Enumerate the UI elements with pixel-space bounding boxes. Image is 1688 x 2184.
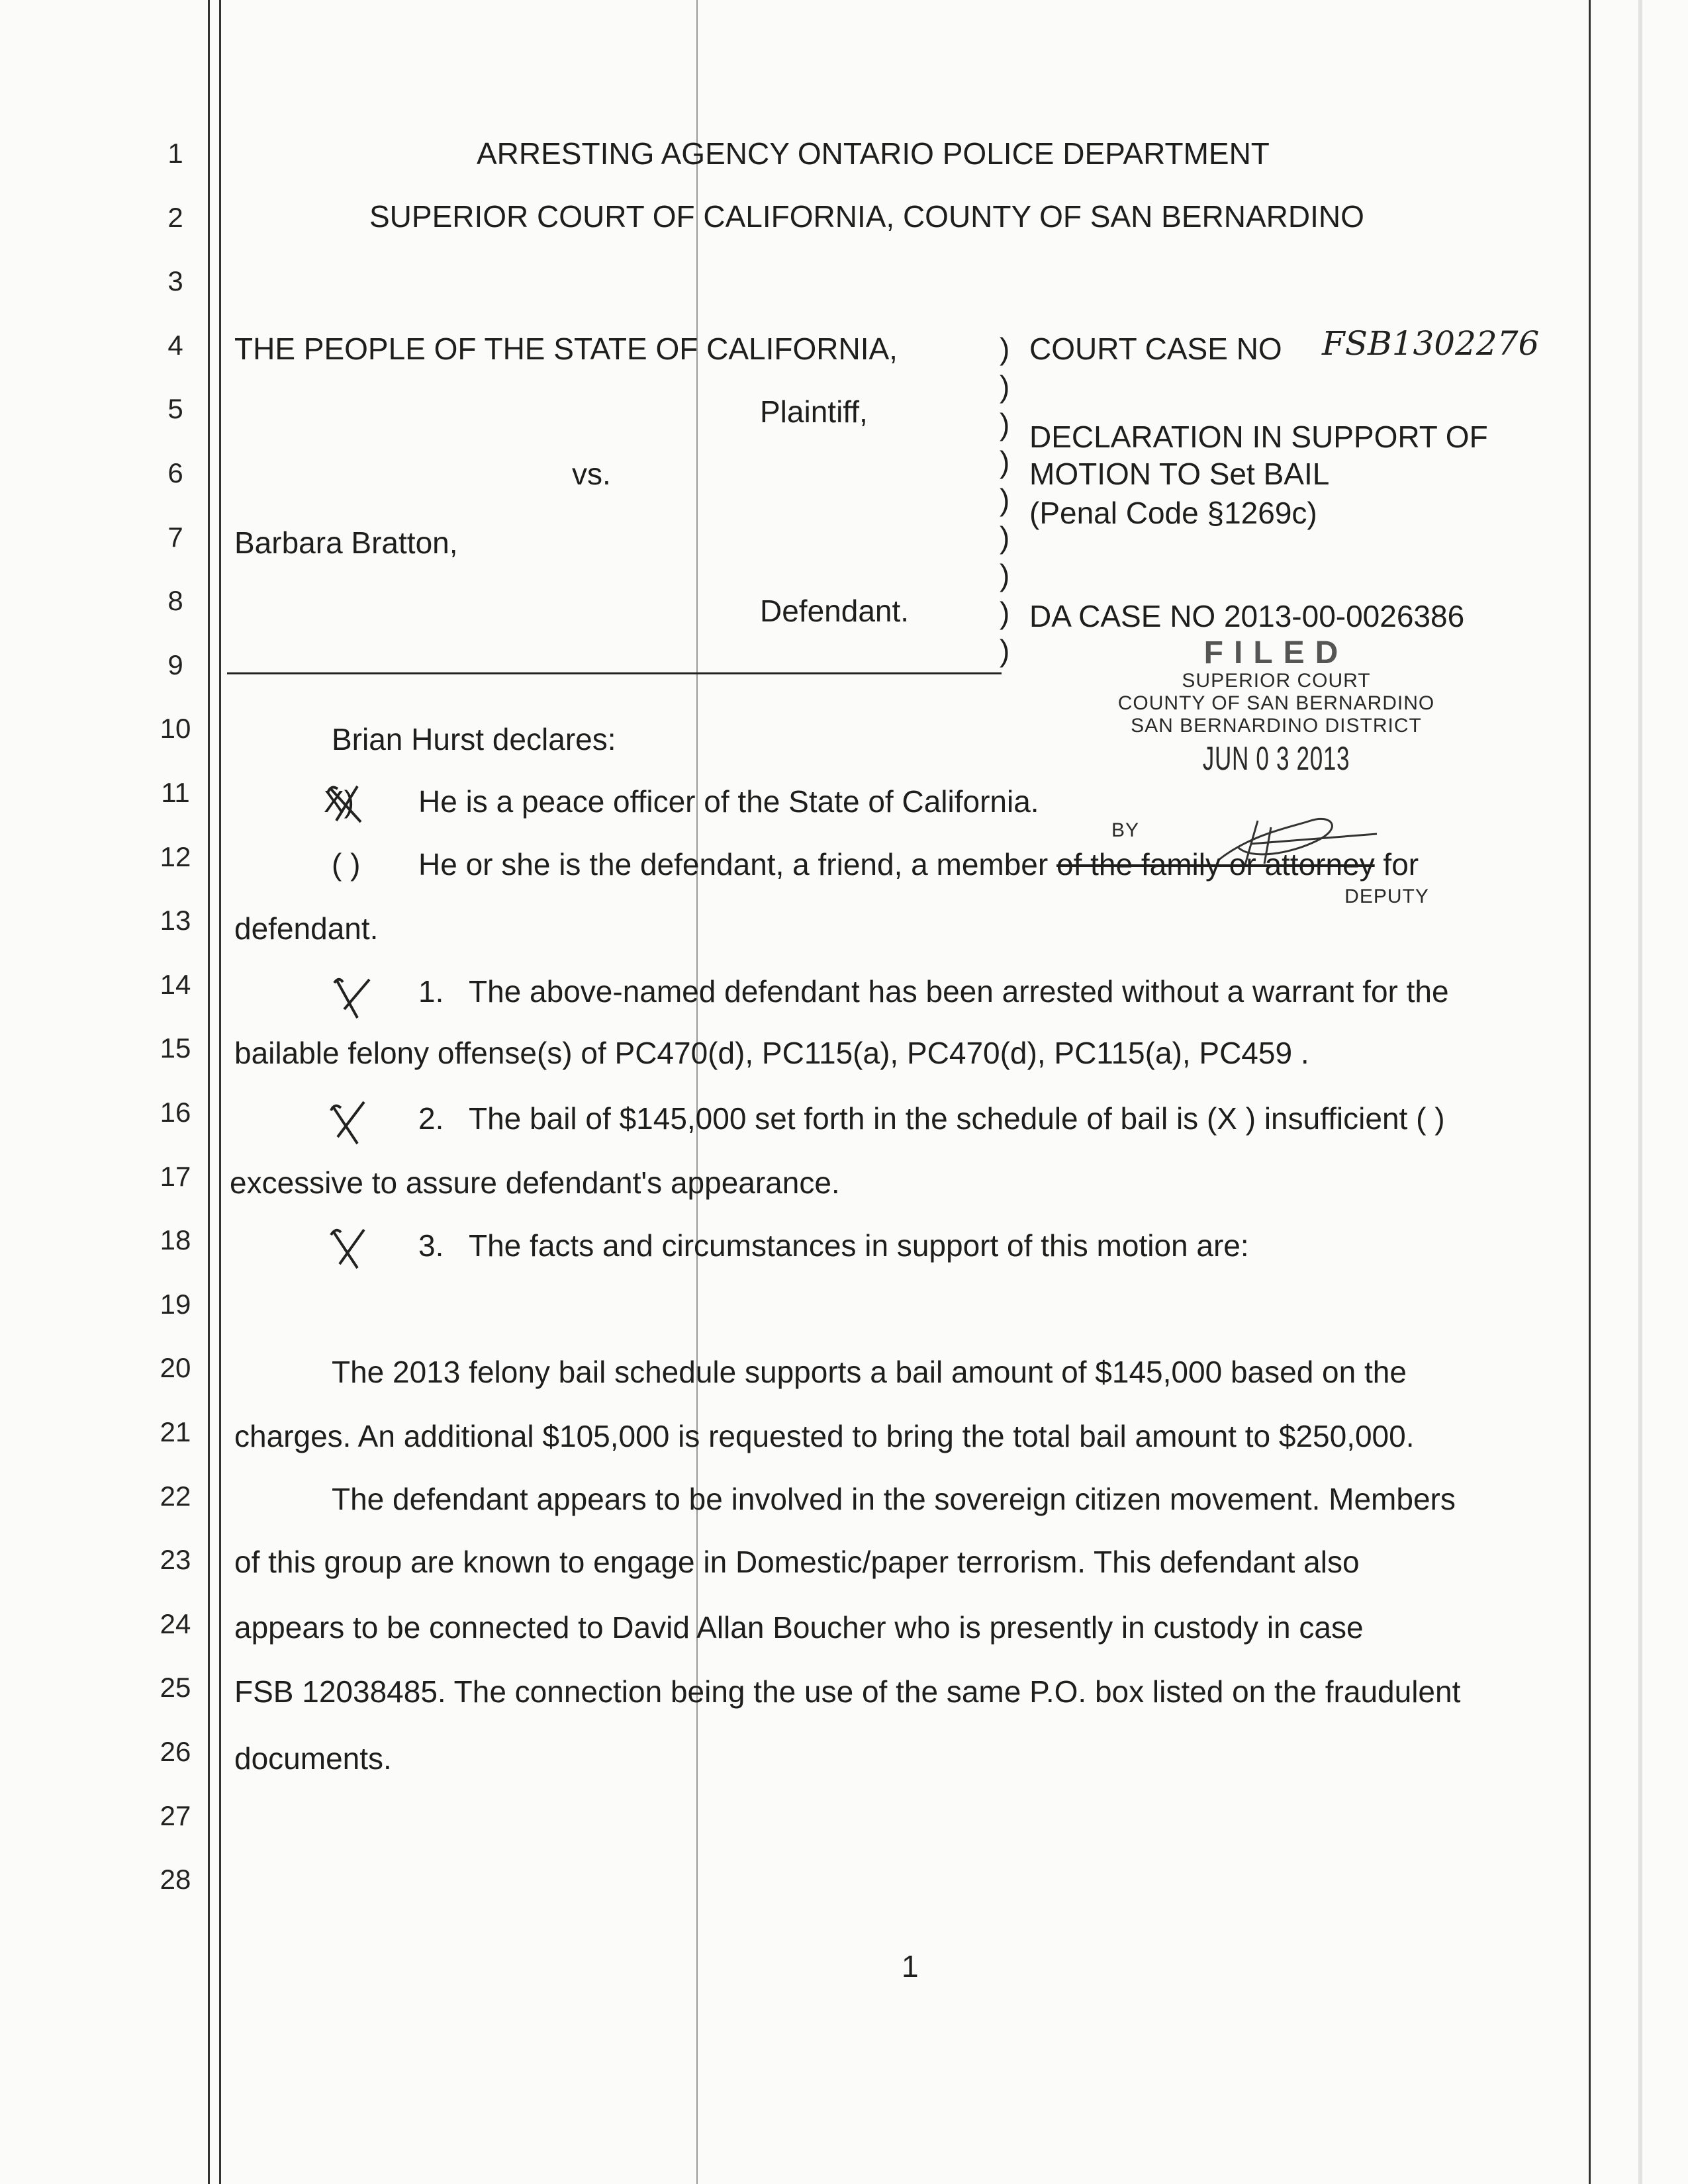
item3-number: 3. bbox=[418, 1228, 444, 1263]
check-mark-icon bbox=[331, 973, 377, 1019]
filed-stamp-court: SUPERIOR COURT bbox=[1182, 670, 1371, 692]
item2-text: The bail of $145,000 set forth in the schedule of bail is (X ) insufficient ( ) bbox=[469, 1101, 1445, 1136]
line-number: 21 bbox=[160, 1416, 191, 1447]
document-title-line2: MOTION TO Set BAIL bbox=[1029, 457, 1330, 491]
statement-struck-part: of the family or attorney bbox=[1056, 847, 1375, 882]
line-number: 1 bbox=[167, 138, 183, 169]
peace-officer-checkbox[interactable]: X) bbox=[324, 784, 354, 819]
scan-artifact-line bbox=[696, 0, 698, 2184]
line-number: 9 bbox=[167, 649, 183, 680]
paragraph-line: The defendant appears to be involved in the sovereign citizen movement. Members bbox=[332, 1482, 1456, 1516]
caption-paren: ) bbox=[1000, 558, 1010, 592]
line-number: 5 bbox=[167, 393, 183, 425]
statement-part-end: for bbox=[1374, 847, 1419, 882]
line-number: 4 bbox=[167, 329, 183, 361]
filed-stamp-date: JUN 0 3 2013 bbox=[1202, 740, 1350, 777]
check-mark-icon bbox=[328, 1224, 374, 1271]
line-number: 22 bbox=[160, 1480, 191, 1512]
item2-text-cont: excessive to assure defendant's appearance. bbox=[230, 1165, 840, 1200]
caption-paren: ) bbox=[1000, 407, 1010, 441]
filed-stamp-deputy: DEPUTY bbox=[1344, 886, 1429, 907]
paragraph-line: appears to be connected to David Allan Boucher who is presently in custody in case bbox=[234, 1610, 1364, 1645]
left-margin-line bbox=[208, 0, 210, 2184]
caption-paren: ) bbox=[1000, 596, 1010, 630]
court-case-number-handwritten: FSB1302276 bbox=[1322, 324, 1540, 363]
caption-paren: ) bbox=[1000, 445, 1010, 479]
filed-stamp-title: FILED bbox=[1203, 635, 1349, 670]
paragraph-line: documents. bbox=[234, 1741, 392, 1776]
paragraph-line: of this group are known to engage in Domestic/paper terrorism. This defendant also bbox=[234, 1545, 1360, 1579]
item1-text: The above-named defendant has been arrested without a warrant for the bbox=[469, 974, 1449, 1009]
declarant-line: Brian Hurst declares: bbox=[332, 722, 616, 756]
defendant-friend-checkbox[interactable]: ( ) bbox=[332, 847, 361, 882]
item2-number: 2. bbox=[418, 1101, 444, 1136]
defendant-name: Barbara Bratton, bbox=[234, 525, 458, 560]
line-number: 23 bbox=[160, 1544, 191, 1576]
item3-text: The facts and circumstances in support of this motion are: bbox=[469, 1228, 1249, 1263]
line-number: 16 bbox=[160, 1097, 191, 1128]
da-case-number: DA CASE NO 2013-00-0026386 bbox=[1029, 599, 1465, 633]
check-mark-icon bbox=[328, 1099, 374, 1145]
line-number: 10 bbox=[160, 713, 191, 745]
filed-stamp-district: SAN BERNARDINO DISTRICT bbox=[1131, 715, 1422, 737]
caption-underline bbox=[227, 672, 1002, 674]
line-number: 2 bbox=[167, 201, 183, 233]
line-number: 7 bbox=[167, 521, 183, 553]
arresting-agency-heading: ARRESTING AGENCY ONTARIO POLICE DEPARTMENT bbox=[477, 136, 1270, 171]
line-number: 14 bbox=[160, 968, 191, 1000]
line-number: 15 bbox=[160, 1032, 191, 1064]
check-mark-icon bbox=[324, 781, 371, 827]
line-number: 18 bbox=[160, 1224, 191, 1256]
line-number: 3 bbox=[167, 265, 183, 297]
line-number: 26 bbox=[160, 1736, 191, 1767]
paragraph-line: charges. An additional $105,000 is requested to bring the total bail amount to $250,000. bbox=[234, 1419, 1415, 1453]
peace-officer-statement: He is a peace officer of the State of California. bbox=[418, 784, 1039, 819]
line-number: 19 bbox=[160, 1288, 191, 1320]
caption-paren: ) bbox=[1000, 633, 1010, 668]
court-case-label: COURT CASE NO bbox=[1029, 332, 1282, 366]
people-caption: THE PEOPLE OF THE STATE OF CALIFORNIA, bbox=[234, 332, 898, 366]
line-number: 13 bbox=[160, 905, 191, 936]
caption-paren: ) bbox=[1000, 520, 1010, 555]
line-number: 6 bbox=[167, 457, 183, 488]
scan-artifact-line bbox=[1638, 0, 1642, 2184]
statement-part: He or she is the defendant, a friend, a member bbox=[418, 847, 1056, 882]
document-title-line1: DECLARATION IN SUPPORT OF bbox=[1029, 420, 1488, 454]
line-number: 12 bbox=[160, 841, 191, 872]
line-number: 11 bbox=[161, 777, 190, 808]
document-title-line3: (Penal Code §1269c) bbox=[1029, 496, 1317, 530]
line-number: 27 bbox=[160, 1799, 191, 1831]
caption-paren: ) bbox=[1000, 369, 1010, 404]
page-number: 1 bbox=[902, 1949, 919, 1983]
right-margin-line bbox=[1589, 0, 1591, 2184]
item1-number: 1. bbox=[418, 974, 444, 1009]
line-number: 25 bbox=[160, 1672, 191, 1704]
defendant-friend-statement-cont: defendant. bbox=[234, 911, 379, 946]
plaintiff-label: Plaintiff, bbox=[760, 394, 868, 429]
line-number: 28 bbox=[160, 1864, 191, 1895]
caption-paren: ) bbox=[1000, 482, 1010, 517]
defendant-friend-statement bbox=[418, 846, 1419, 883]
court-heading: SUPERIOR COURT OF CALIFORNIA, COUNTY OF SAN BERNARDINO bbox=[369, 199, 1364, 234]
item1-text-cont: bailable felony offense(s) of PC470(d), PC115(a), PC470(d), PC115(a), PC459 . bbox=[234, 1036, 1309, 1070]
paragraph-line: The 2013 felony bail schedule supports a bail amount of $145,000 based on the bbox=[332, 1355, 1407, 1389]
left-margin-line-inner bbox=[219, 0, 221, 2184]
line-number: 20 bbox=[160, 1352, 191, 1384]
vs-label: vs. bbox=[572, 457, 611, 491]
paragraph-line: FSB 12038485. The connection being the use of the same P.O. box listed on the fraudulent bbox=[234, 1674, 1461, 1709]
filed-stamp-by: BY bbox=[1111, 819, 1140, 841]
line-number: 8 bbox=[167, 585, 183, 617]
line-number: 17 bbox=[160, 1160, 191, 1192]
line-number: 24 bbox=[160, 1608, 191, 1639]
defendant-label: Defendant. bbox=[760, 594, 910, 628]
caption-paren: ) bbox=[1000, 332, 1010, 366]
filed-stamp-county: COUNTY OF SAN BERNARDINO bbox=[1117, 692, 1435, 714]
